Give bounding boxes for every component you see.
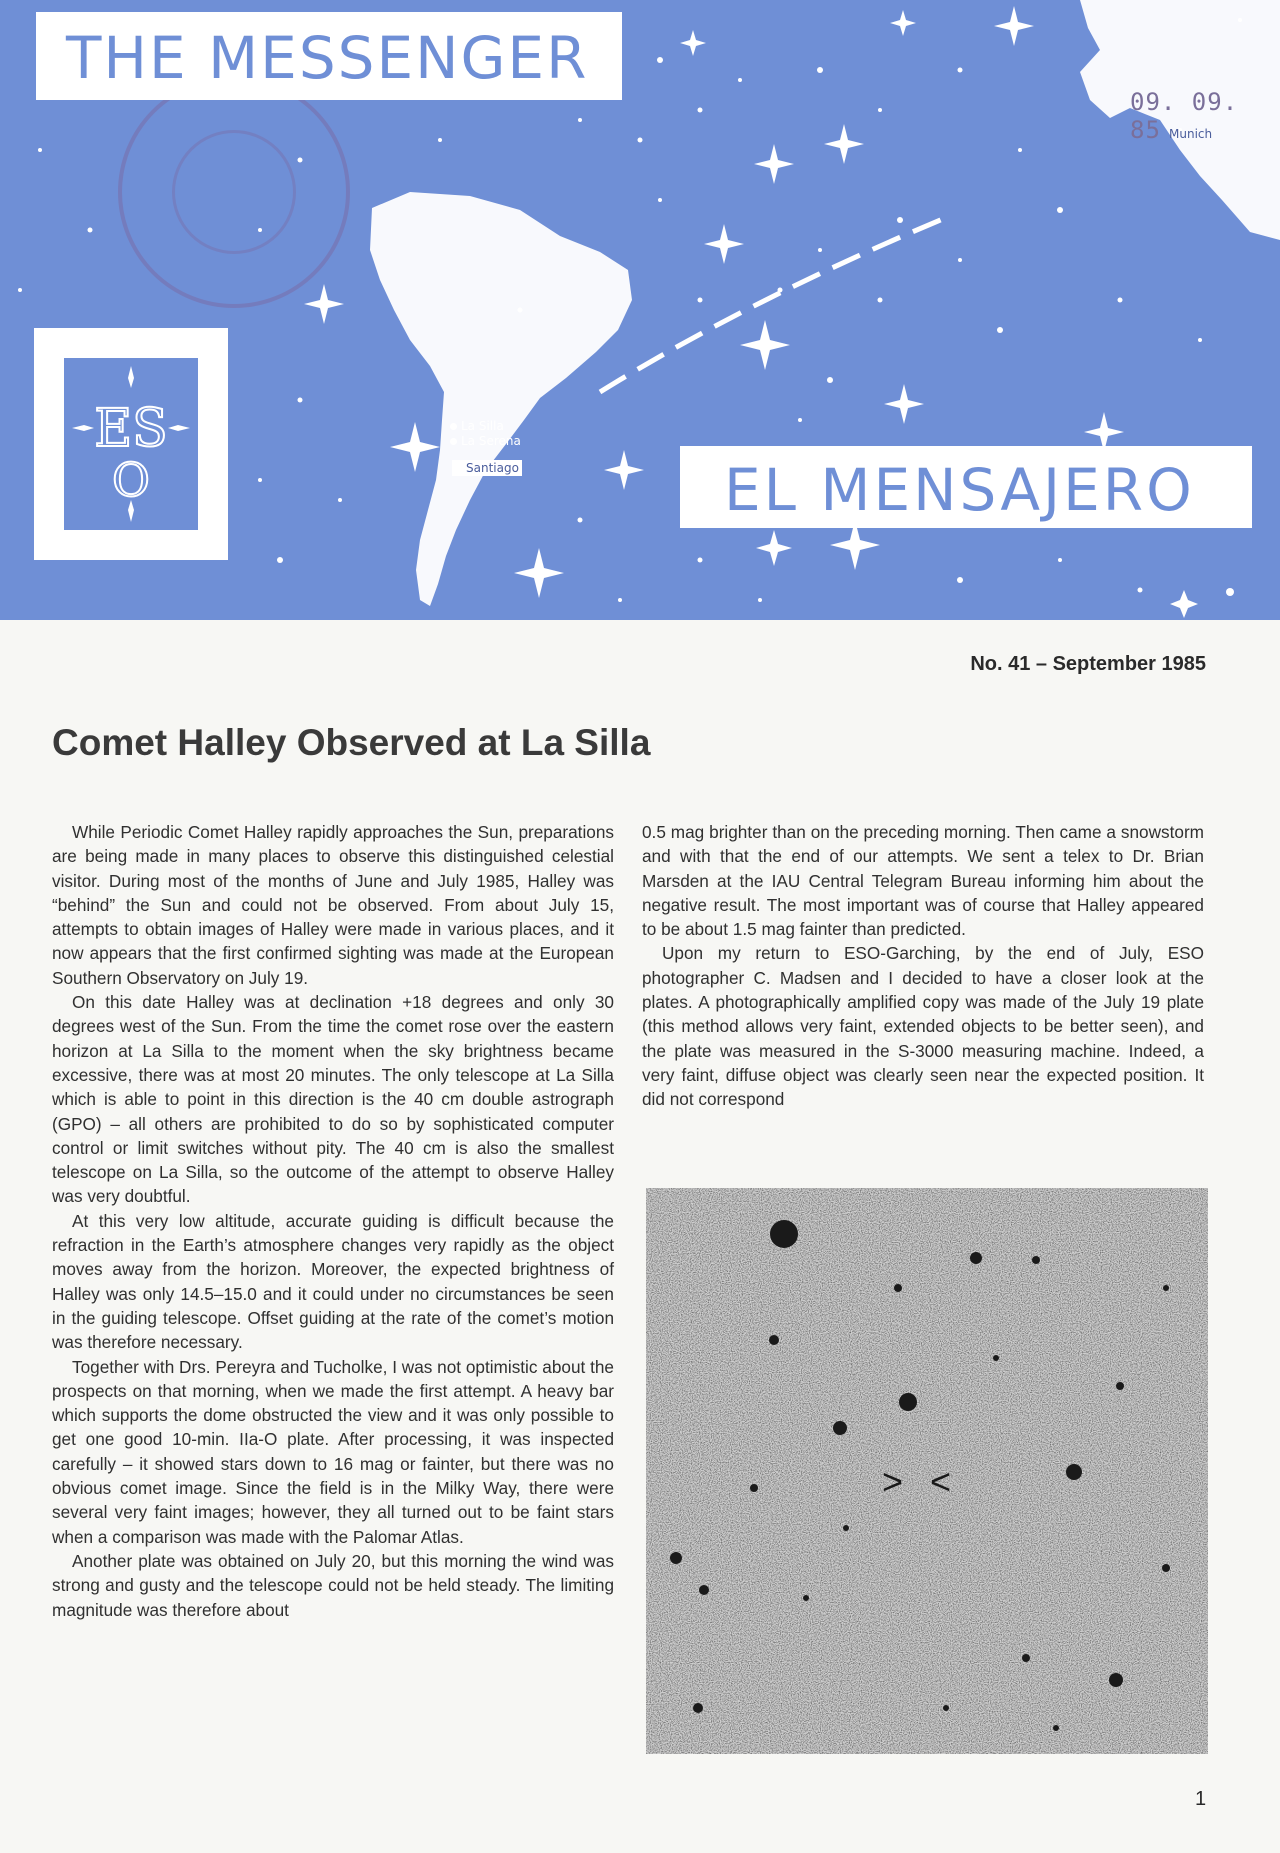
eso-logo-glyph <box>64 358 198 530</box>
masthead-title: THE MESSENGER <box>66 24 589 92</box>
south-america-map <box>370 192 632 606</box>
comet-marker-right: < <box>930 1461 952 1502</box>
masthead-subtitle-box <box>680 446 1252 528</box>
page-number: 1 <box>1195 1788 1207 1810</box>
article-right-column <box>642 820 1204 1112</box>
eso-logo <box>34 328 228 560</box>
comet-plate-photo <box>646 1188 1208 1754</box>
svg-text:O: O <box>112 453 150 507</box>
comet-marker-left: > <box>882 1461 904 1502</box>
paragraph: While Periodic Comet Halley rapidly approaches the Sun, preparations are being made in many places to observe this distinguished celestial visitor. During most of the months of June and July 1985, Halley was “behind” the Sun and could not be observed. From about July 15, attempts to obtain images of Halley were made in various places, and it now appears that the first confirmed sighting was made at the European Southern Observatory on July 19. <box>52 822 614 988</box>
stamp-date: 09. 09. 85 <box>1130 88 1239 144</box>
svg-text:ES: ES <box>94 399 168 459</box>
map-label-santiago: Santiago <box>452 460 522 476</box>
route-line <box>600 216 950 392</box>
paragraph: 0.5 mag brighter than on the preceding morning. Then came a snowstorm and with that the end of our attempts. We sent a telex to Dr. Brian Marsden at the IAU Central Telegram Bureau informing him about the negative result. The most important was of course that Halley appeared to be about 1.5 mag fainter than predicted. <box>642 822 1204 940</box>
paragraph: Another plate was obtained on July 20, but this morning the wind was strong and gusty and the telescope could not be held steady. The limiting magnitude was therefore about <box>52 1550 614 1620</box>
map-label-munich: Munich <box>1158 127 1212 141</box>
map-label-la-serena: La Serena <box>450 434 521 448</box>
article-title: Comet Halley Observed at La Silla <box>52 722 651 763</box>
eso-logo-panel <box>64 358 198 530</box>
masthead-title-box <box>36 12 622 100</box>
paragraph: Upon my return to ESO-Garching, by the end of July, ESO photographer C. Madsen and I decided to have a closer look at the plates. A photographically amplified copy was made of the July 19 plate (this method allows very faint, extended objects to be better seen), and the plate was measured in the S-3000 measuring machine. Indeed, a very faint, diffuse object was clearly seen near the expected position. It did not correspond <box>642 943 1204 1110</box>
article-left-column <box>52 820 614 1622</box>
star-field-image <box>646 1188 1208 1754</box>
paragraph: At this very low altitude, accurate guiding is difficult because the refraction in the Earth’s atmosphere changes very rapidly as the object moves away from the horizon. Moreover, the expected brightness of Halley was only 14.5–15.0 and it could under no circumstances be seen in the guiding telescope. Offset guiding at the rate of the comet’s motion was therefore necessary. <box>52 1210 614 1353</box>
issue-line: No. 41 – September 1985 <box>970 653 1206 675</box>
cover-banner <box>0 0 1280 620</box>
map-label-la-silla: La Silla <box>450 419 504 433</box>
paragraph: On this date Halley was at declination +18 degrees and only 30 degrees west of the Sun. From the time the comet rose over the eastern horizon at La Silla to the moment when the sky brightness became excessive, there was at most 20 minutes. The only telescope at La Silla which is able to point in this direction is the 40 cm double astrograph (GPO) – all others are prohibited to do so by sophisticated computer control or limit switches without pity. The 40 cm is also the smallest telescope on La Silla, so the outcome of the attempt to observe Halley was very doubtful. <box>52 992 614 1207</box>
masthead-subtitle: EL MENSAJERO <box>724 456 1195 524</box>
postmark-stamp <box>118 76 350 308</box>
paragraph: Together with Drs. Pereyra and Tucholke, I was not optimistic about the prospects on that morning, when we made the first attempt. A heavy bar which supports the dome obstructed the view and it was only possible to get one good 10-min. IIa-O plate. After processing, it was inspected carefully – it showed stars down to 16 mag or fainter, but there was no obvious comet image. Since the field is in the Milky Way, there were several very faint images; however, they all turned out to be faint stars when a comparison was made with the Palomar Atlas. <box>52 1356 614 1547</box>
